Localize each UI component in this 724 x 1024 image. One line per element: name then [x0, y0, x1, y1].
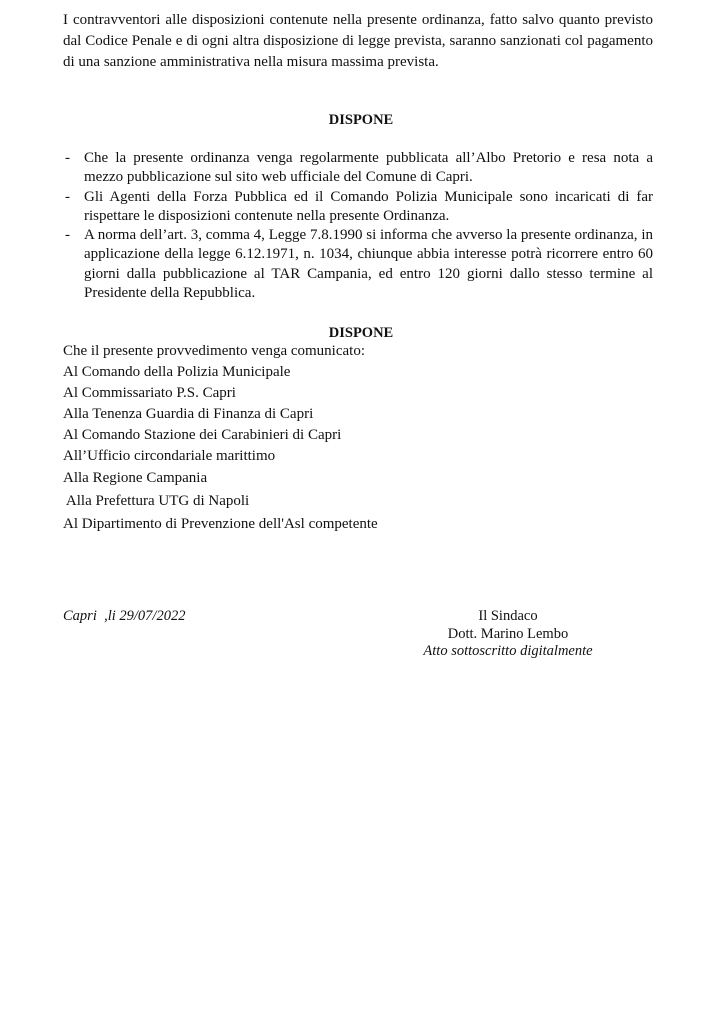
recipient-item: Al Commissariato P.S. Capri	[63, 385, 236, 401]
signer-name: Dott. Marino Lembo	[447, 625, 569, 642]
recipient-item: All’Ufficio circondariale marittimo	[63, 448, 276, 464]
section-heading-dispone-2	[0, 325, 724, 342]
recipient-item: Al Comando della Polizia Municipale	[63, 364, 291, 380]
section-heading-text: DISPONE	[328, 325, 394, 341]
list-item-text: Gli Agenti della Forza Pubblica ed il Comando Polizia Municipale sono incaricati di far rispettare le disposizioni contenute nella presente Ordinanza.	[84, 188, 653, 224]
recipients-list	[63, 341, 653, 536]
digital-signature-note: Atto sottoscritto digitalmente	[423, 643, 593, 659]
signature-block	[408, 608, 608, 661]
recipient-item: Al Comando Stazione dei Carabinieri di Capri	[63, 427, 342, 443]
list-item	[63, 149, 653, 188]
list-item	[63, 188, 653, 227]
intro-paragraph: I contravventori alle disposizioni contenute nella presente ordinanza, fatto salvo quanto previsto dal Codice Penale e di ogni altra disposizione di legge prevista, saranno sanzionati col pagamento di una sanzione amministrativa nella misura massima prevista.	[63, 12, 653, 70]
dispositions-list	[63, 149, 653, 303]
recipient-item: Alla Prefettura UTG di Napoli	[63, 493, 250, 509]
recipient-item: Alla Tenenza Guardia di Finanza di Capri	[63, 406, 314, 422]
list-item-text: A norma dell’art. 3, comma 4, Legge 7.8.1990 si informa che avverso la presente ordinanza, in applicazione della legge 6.12.1971, n. 1034, chiunque abbia interesse potrà ricorrere entro 60 giorni dalla pubblicazione al TAR Campania, ed entro 120 giorni dallo stesso termine al Presidente della Repubblica.	[84, 227, 653, 302]
recipient-item: Al Dipartimento di Prevenzione dell'Asl competente	[63, 516, 378, 532]
dash-bullet-icon: -	[65, 188, 70, 205]
dash-bullet-icon: -	[65, 227, 70, 244]
dash-bullet-icon: -	[65, 150, 70, 166]
recipient-item: Alla Regione Campania	[63, 470, 208, 486]
signer-role: Il Sindaco	[478, 608, 538, 624]
place-date: Capri ,li 29/07/2022	[63, 608, 186, 624]
list-item	[63, 226, 653, 303]
section-heading-text: DISPONE	[328, 112, 394, 128]
communication-intro: Che il presente provvedimento venga comunicato:	[63, 343, 365, 359]
list-item-text: Che la presente ordinanza venga regolarmente pubblicata all’Albo Pretorio e resa nota a mezzo pubblicazione sul sito web ufficiale del Comune di Capri.	[84, 150, 653, 186]
section-heading-dispone-1	[0, 112, 724, 129]
